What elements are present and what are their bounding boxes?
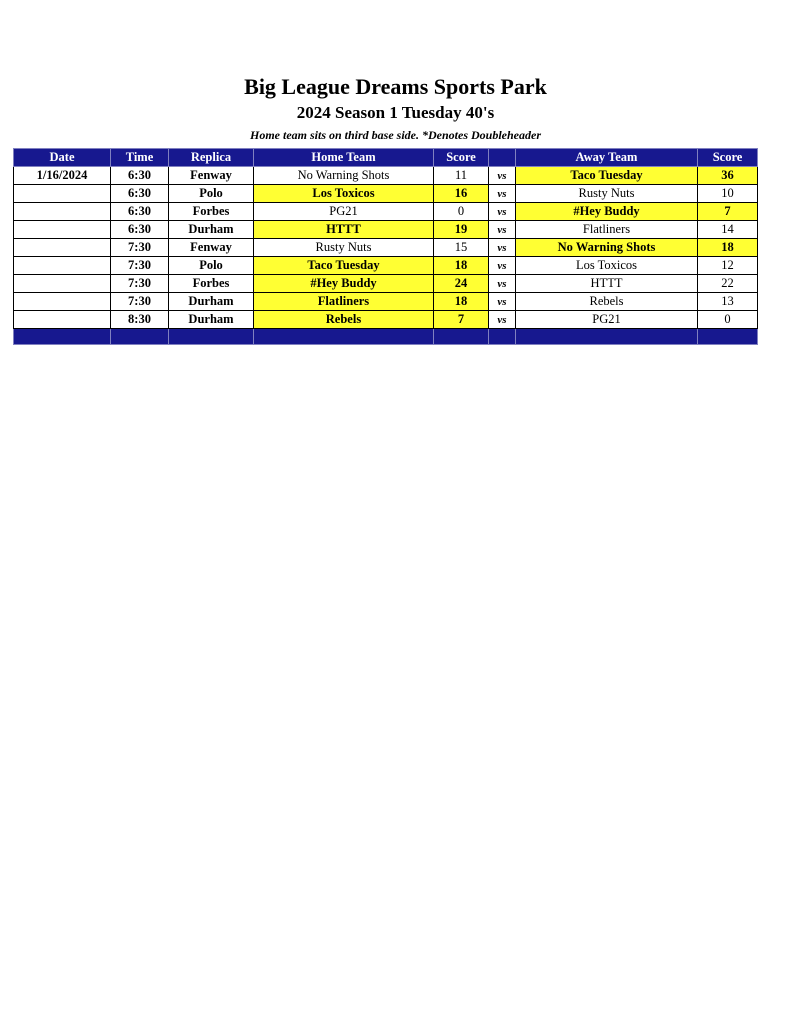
vs-cell: vs: [489, 239, 516, 257]
home-score-cell: 7: [434, 311, 489, 329]
away-team-cell: #Hey Buddy: [516, 203, 698, 221]
footer-cell: [516, 329, 698, 345]
table-row: [14, 167, 758, 185]
replica-cell: Forbes: [169, 203, 254, 221]
table-row: [14, 203, 758, 221]
away-score-cell: 10: [698, 185, 758, 203]
away-team-cell: PG21: [516, 311, 698, 329]
replica-cell: Forbes: [169, 275, 254, 293]
away-team-cell: Los Toxicos: [516, 257, 698, 275]
away-team-cell: HTTT: [516, 275, 698, 293]
time-cell: 7:30: [111, 239, 169, 257]
date-cell: [14, 203, 111, 221]
games-body: [14, 167, 758, 329]
away-score-cell: 0: [698, 311, 758, 329]
home-score-cell: 24: [434, 275, 489, 293]
away-score-cell: 14: [698, 221, 758, 239]
page-title: Big League Dreams Sports Park: [244, 74, 547, 99]
home-team-cell: No Warning Shots: [254, 167, 434, 185]
home-score-cell: 18: [434, 257, 489, 275]
date-cell: [14, 293, 111, 311]
away-score-cell: 36: [698, 167, 758, 185]
home-team-cell: Taco Tuesday: [254, 257, 434, 275]
page-subtitle: 2024 Season 1 Tuesday 40's: [296, 103, 495, 122]
footer-cell: [111, 329, 169, 345]
footer-cell: [169, 329, 254, 345]
schedule-table: [13, 148, 758, 345]
home-team-cell: PG21: [254, 203, 434, 221]
replica-cell: Durham: [169, 311, 254, 329]
column-header-away-team: Away Team: [516, 149, 698, 167]
vs-cell: vs: [489, 221, 516, 239]
home-score-cell: 16: [434, 185, 489, 203]
column-header-vs: [489, 149, 516, 167]
away-score-cell: 13: [698, 293, 758, 311]
column-header-home-team: Home Team: [254, 149, 434, 167]
home-team-cell: Rebels: [254, 311, 434, 329]
time-cell: 8:30: [111, 311, 169, 329]
home-score-cell: 11: [434, 167, 489, 185]
table-footer-row: [14, 329, 758, 345]
table-row: [14, 257, 758, 275]
home-team-cell: HTTT: [254, 221, 434, 239]
column-header-away-score: Score: [698, 149, 758, 167]
replica-cell: Fenway: [169, 239, 254, 257]
home-score-cell: 18: [434, 293, 489, 311]
away-score-cell: 12: [698, 257, 758, 275]
column-header-date: Date: [14, 149, 111, 167]
table-row: [14, 239, 758, 257]
home-score-cell: 0: [434, 203, 489, 221]
away-team-cell: No Warning Shots: [516, 239, 698, 257]
replica-cell: Fenway: [169, 167, 254, 185]
vs-cell: vs: [489, 257, 516, 275]
time-cell: 7:30: [111, 257, 169, 275]
footer-cell: [254, 329, 434, 345]
home-team-cell: #Hey Buddy: [254, 275, 434, 293]
table-row: [14, 185, 758, 203]
table-row: [14, 311, 758, 329]
date-cell: [14, 185, 111, 203]
date-cell: [14, 221, 111, 239]
column-header-replica: Replica: [169, 149, 254, 167]
vs-cell: vs: [489, 185, 516, 203]
vs-cell: vs: [489, 275, 516, 293]
date-cell: [14, 311, 111, 329]
vs-cell: vs: [489, 293, 516, 311]
table-row: [14, 293, 758, 311]
away-score-cell: 7: [698, 203, 758, 221]
date-cell: [14, 239, 111, 257]
footer-cell: [434, 329, 489, 345]
table-row: [14, 275, 758, 293]
away-score-cell: 22: [698, 275, 758, 293]
column-header-time: Time: [111, 149, 169, 167]
home-team-cell: Rusty Nuts: [254, 239, 434, 257]
away-team-cell: Rusty Nuts: [516, 185, 698, 203]
vs-cell: vs: [489, 311, 516, 329]
vs-cell: vs: [489, 203, 516, 221]
date-cell: [14, 275, 111, 293]
footer-cell: [14, 329, 111, 345]
date-cell: 1/16/2024: [14, 167, 111, 185]
away-team-cell: Taco Tuesday: [516, 167, 698, 185]
home-score-cell: 19: [434, 221, 489, 239]
away-team-cell: Rebels: [516, 293, 698, 311]
time-cell: 7:30: [111, 275, 169, 293]
home-score-cell: 15: [434, 239, 489, 257]
table-header-row: [14, 149, 758, 167]
time-cell: 6:30: [111, 167, 169, 185]
home-team-cell: Flatliners: [254, 293, 434, 311]
away-score-cell: 18: [698, 239, 758, 257]
footer-cell: [489, 329, 516, 345]
replica-cell: Polo: [169, 257, 254, 275]
date-cell: [14, 257, 111, 275]
replica-cell: Durham: [169, 293, 254, 311]
replica-cell: Durham: [169, 221, 254, 239]
replica-cell: Polo: [169, 185, 254, 203]
time-cell: 7:30: [111, 293, 169, 311]
column-header-home-score: Score: [434, 149, 489, 167]
footer-cell: [698, 329, 758, 345]
table-row: [14, 221, 758, 239]
doubleheader-note: Home team sits on third base side. *Denotes Doubleheader: [250, 128, 541, 142]
home-team-cell: Los Toxicos: [254, 185, 434, 203]
time-cell: 6:30: [111, 203, 169, 221]
time-cell: 6:30: [111, 221, 169, 239]
away-team-cell: Flatliners: [516, 221, 698, 239]
vs-cell: vs: [489, 167, 516, 185]
time-cell: 6:30: [111, 185, 169, 203]
